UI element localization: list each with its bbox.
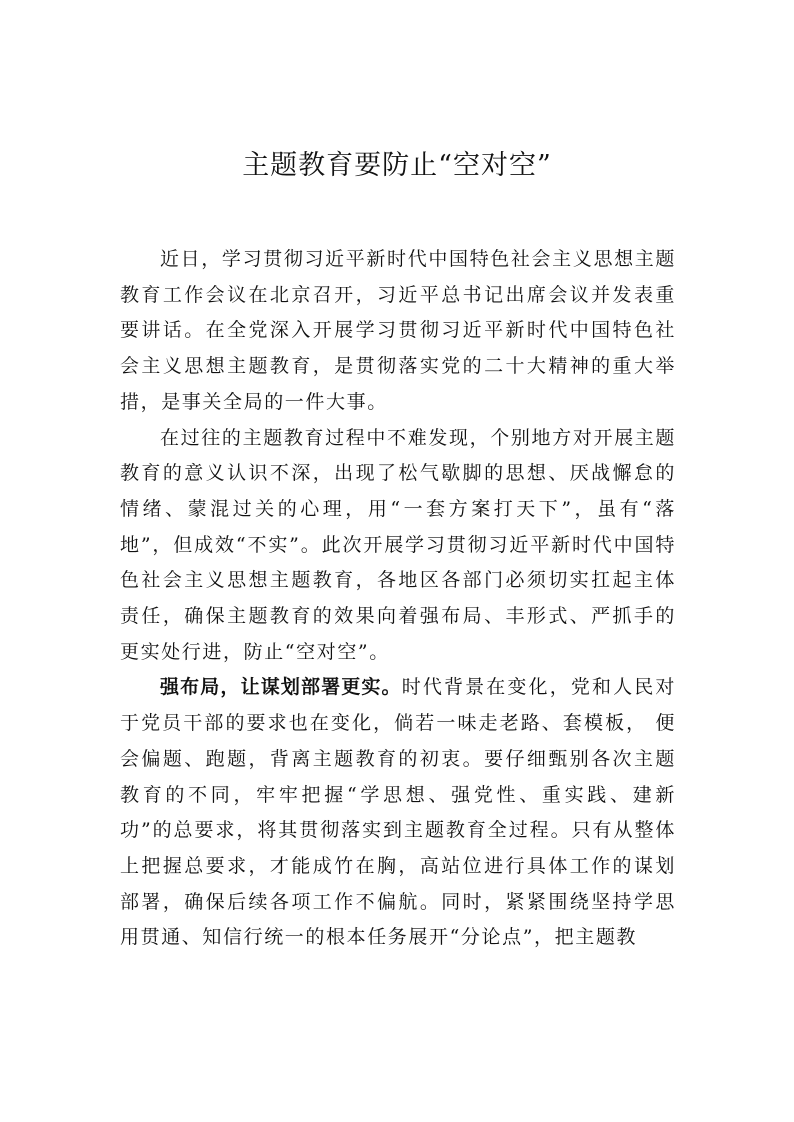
document-body — [120, 242, 676, 956]
paragraph-intro — [120, 242, 676, 421]
paragraph-layout-section — [120, 670, 676, 956]
paragraph-text: 在过往的主题教育过程中不难发现，个别地方对开展主题教育的意义认识不深，出现了松气歇脚的思想、厌战懈怠的情绪、蒙混过关的心理，用“一套方案打天下”，虽有“落地”，但成效“不实”。此次开展学习贯彻习近平新时代中国特色社会主义思想主题教育，各地区各部门必须切实扛起主体责任，确保主题教育的效果向着强布局、丰形式、严抓手的更实处行进，防止“空对空”。 — [120, 426, 676, 663]
document-title: 主题教育要防止“空对空” — [242, 150, 552, 181]
paragraph-text: 近日，学习贯彻习近平新时代中国特色社会主义思想主题教育工作会议在北京召开，习近平总书记出席会议并发表重要讲话。在全党深入开展学习贯彻习近平新时代中国特色社会主义思想主题教育，是贯彻落实党的二十大精神的重大举措，是事关全局的一件大事。 — [120, 248, 676, 413]
paragraph-text: 时代背景在变化，党和人民对于党员干部的要求也在变化，倘若一味走老路、套模板， 便会偏题、跑题，背离主题教育的初衷。要仔细甄别各次主题教育的不同，牢牢把握“学思想、强党性、重实践、建新功”的总要求，将其贯彻落实到主题教育全过程。只有从整体上把握总要求，才能成竹在胸，高站位进行具体工作的谋划部署，确保后续各项工作不偏航。同时，紧紧围绕坚持学思用贯通、知信行统一的根本任务展开“分论点”，把主题教 — [120, 676, 676, 949]
section-lead-heading: 强布局，让谋划部署更实。 — [160, 676, 402, 699]
paragraph-problem — [120, 421, 676, 671]
